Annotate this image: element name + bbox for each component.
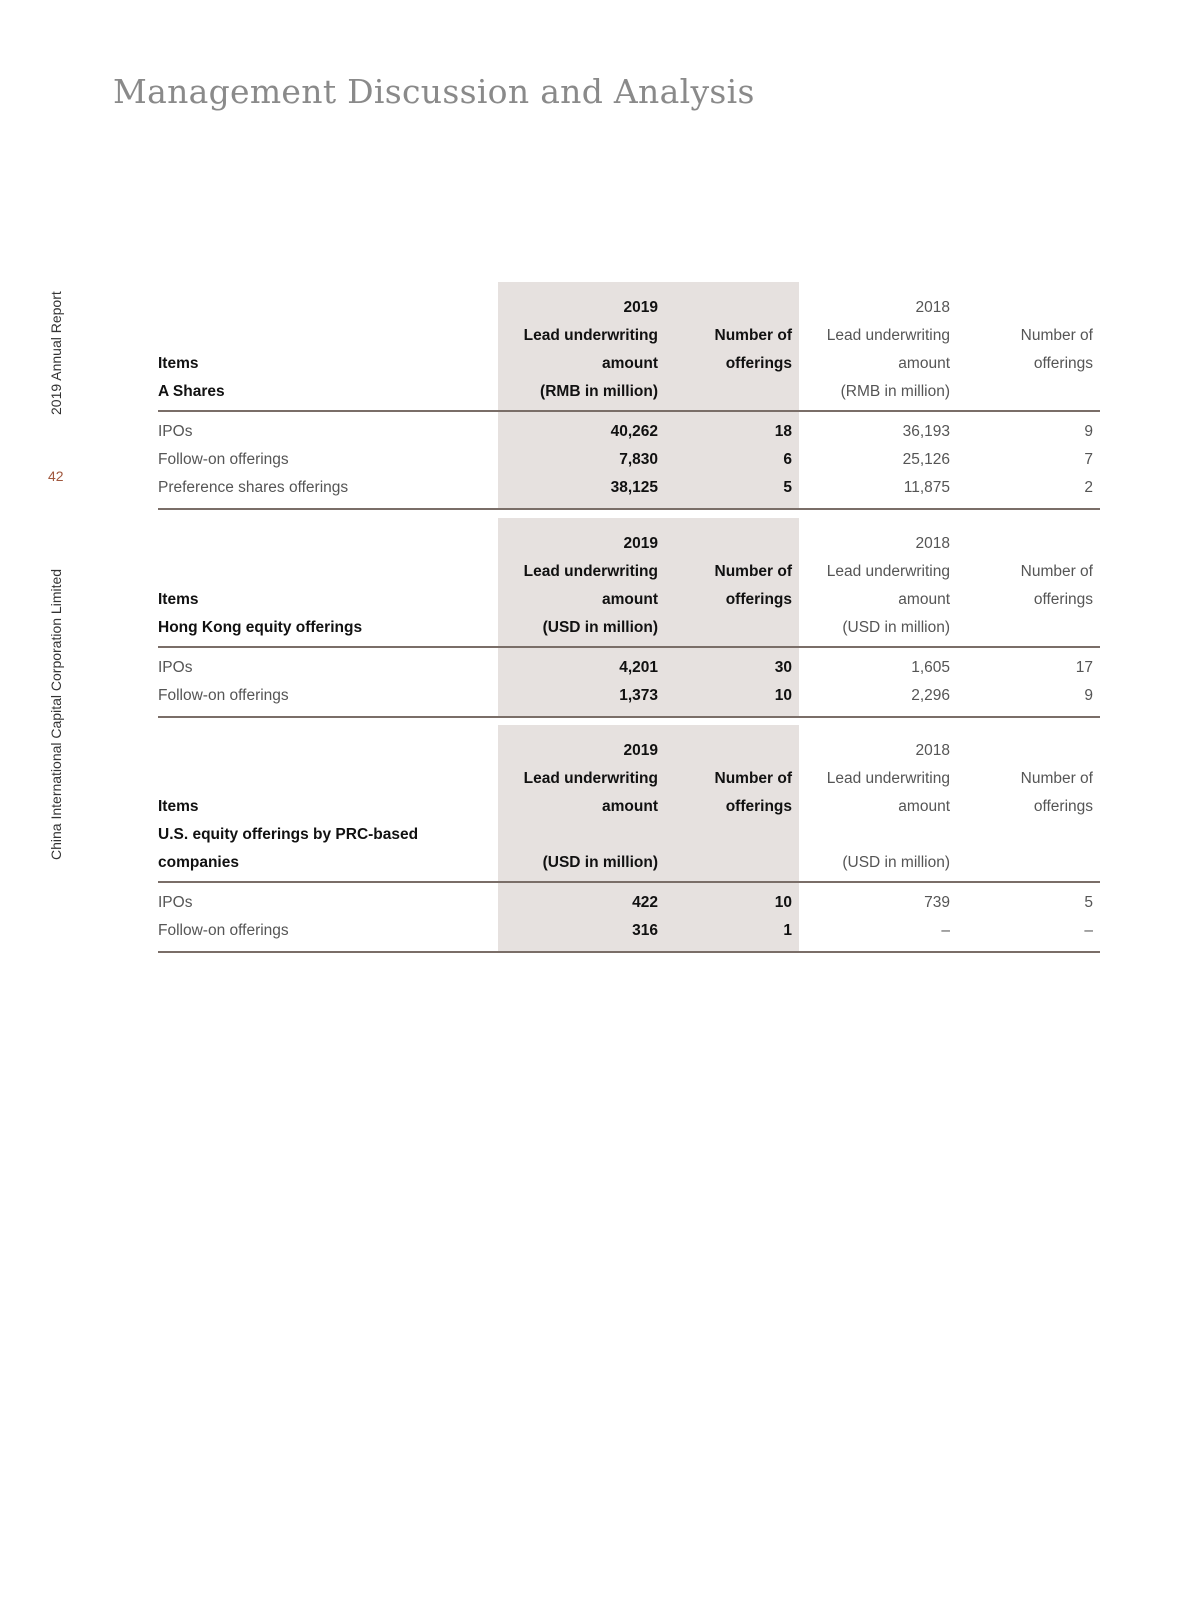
table-row: [158, 654, 1100, 682]
table-row: [158, 474, 1100, 502]
report-label: 2019 Annual Report: [48, 291, 64, 415]
unit-header: (USD in million): [542, 619, 658, 636]
offerings-header: offerings: [1033, 355, 1093, 372]
lead-header: Lead underwriting: [523, 327, 658, 344]
empty-cell: [950, 294, 1093, 322]
items-header: Items: [158, 591, 199, 608]
empty-cell: [950, 849, 1093, 877]
amount-header: amount: [898, 798, 950, 815]
year-2018-header: 2018: [915, 742, 950, 759]
unit-header: (USD in million): [542, 854, 658, 871]
amount-2019: 4,201: [619, 659, 658, 676]
empty-cell: [950, 821, 1093, 849]
empty-cell: [792, 821, 950, 849]
offerings-2018: 9: [1084, 423, 1093, 440]
amount-2019: 7,830: [619, 451, 658, 468]
offerings-2018: 2: [1084, 479, 1093, 496]
table-row: [158, 917, 1100, 945]
number-header: Number of: [714, 770, 792, 787]
empty-cell: [658, 614, 792, 642]
empty-cell: [658, 378, 792, 406]
page-title: Management Discussion and Analysis: [113, 72, 755, 111]
offerings-header: offerings: [1033, 591, 1093, 608]
table-row: [158, 446, 1100, 474]
empty-cell: [950, 614, 1093, 642]
offerings-header: offerings: [725, 355, 792, 372]
empty-cell: [950, 378, 1093, 406]
number-header: Number of: [1020, 563, 1093, 580]
offerings-2019: 30: [774, 659, 792, 676]
amount-header: amount: [602, 798, 658, 815]
empty-cell: [158, 322, 498, 350]
empty-cell: [950, 530, 1093, 558]
empty-cell: [158, 294, 498, 322]
row-label: IPOs: [158, 659, 193, 676]
unit-header: (USD in million): [842, 619, 950, 636]
offerings-2018: 17: [1075, 659, 1093, 676]
amount-2019: 316: [632, 922, 658, 939]
empty-cell: [658, 849, 792, 877]
number-header: Number of: [714, 563, 792, 580]
header-rule: [158, 881, 1100, 883]
offerings-2018: 7: [1084, 451, 1093, 468]
offerings-2018: –: [1084, 922, 1093, 939]
amount-header: amount: [898, 591, 950, 608]
offerings-2018: 5: [1084, 894, 1093, 911]
row-label: Preference shares offerings: [158, 479, 349, 496]
unit-header: (RMB in million): [840, 383, 950, 400]
empty-cell: [158, 530, 498, 558]
section-label: Hong Kong equity offerings: [158, 619, 363, 636]
amount-2018: 739: [924, 894, 950, 911]
amount-2018: –: [941, 922, 950, 939]
amount-header: amount: [602, 591, 658, 608]
offerings-2018: 9: [1084, 687, 1093, 704]
year-2019-header: 2019: [623, 299, 658, 316]
empty-cell: [950, 737, 1093, 765]
offerings-2019: 18: [774, 423, 792, 440]
empty-cell: [658, 294, 792, 322]
row-label: IPOs: [158, 423, 193, 440]
amount-2019: 1,373: [619, 687, 658, 704]
items-header: Items: [158, 355, 199, 372]
amount-2018: 2,296: [911, 687, 950, 704]
unit-header: (RMB in million): [540, 383, 658, 400]
empty-cell: [658, 737, 792, 765]
section-label: A Shares: [158, 383, 225, 400]
header-rule: [158, 410, 1100, 412]
lead-header: Lead underwriting: [826, 563, 950, 580]
year-2019-header: 2019: [623, 742, 658, 759]
number-header: Number of: [1020, 327, 1093, 344]
unit-header: (USD in million): [842, 854, 950, 871]
lead-header: Lead underwriting: [826, 770, 950, 787]
row-label: Follow-on offerings: [158, 922, 289, 939]
bottom-rule: [158, 716, 1100, 718]
bottom-rule: [158, 951, 1100, 953]
underwriting-table: [158, 518, 1100, 718]
year-2019-header: 2019: [623, 535, 658, 552]
underwriting-table: [158, 725, 1100, 953]
offerings-2019: 5: [783, 479, 792, 496]
lead-header: Lead underwriting: [523, 770, 658, 787]
offerings-2019: 6: [783, 451, 792, 468]
section-label: U.S. equity offerings by PRC-based: [158, 826, 419, 843]
row-label: Follow-on offerings: [158, 451, 289, 468]
empty-cell: [498, 821, 658, 849]
amount-2018: 1,605: [911, 659, 950, 676]
amount-2018: 36,193: [902, 423, 950, 440]
amount-header: amount: [898, 355, 950, 372]
amount-2018: 11,875: [903, 479, 950, 496]
amount-2019: 38,125: [610, 479, 658, 496]
empty-cell: [658, 530, 792, 558]
row-label: Follow-on offerings: [158, 687, 289, 704]
table-row: [158, 418, 1100, 446]
amount-2019: 40,262: [610, 423, 658, 440]
company-label: China International Capital Corporation Limited: [48, 568, 64, 860]
year-2018-header: 2018: [915, 299, 950, 316]
section-label-cont: companies: [158, 854, 239, 871]
offerings-2019: 10: [774, 687, 792, 704]
number-header: Number of: [714, 327, 792, 344]
empty-cell: [158, 558, 498, 586]
year-2018-header: 2018: [915, 535, 950, 552]
amount-header: amount: [602, 355, 658, 372]
lead-header: Lead underwriting: [523, 563, 658, 580]
items-header: Items: [158, 798, 199, 815]
table-row: [158, 682, 1100, 710]
page-number: 42: [48, 468, 64, 484]
offerings-header: offerings: [725, 798, 792, 815]
offerings-header: offerings: [725, 591, 792, 608]
offerings-2019: 10: [774, 894, 792, 911]
bottom-rule: [158, 508, 1100, 510]
empty-cell: [658, 821, 792, 849]
table-row: [158, 889, 1100, 917]
offerings-header: offerings: [1033, 798, 1093, 815]
empty-cell: [158, 765, 498, 793]
amount-2019: 422: [632, 894, 658, 911]
lead-header: Lead underwriting: [826, 327, 950, 344]
row-label: IPOs: [158, 894, 193, 911]
header-rule: [158, 646, 1100, 648]
empty-cell: [158, 737, 498, 765]
underwriting-table: [158, 282, 1100, 510]
number-header: Number of: [1020, 770, 1093, 787]
offerings-2019: 1: [783, 922, 792, 939]
amount-2018: 25,126: [902, 451, 950, 468]
